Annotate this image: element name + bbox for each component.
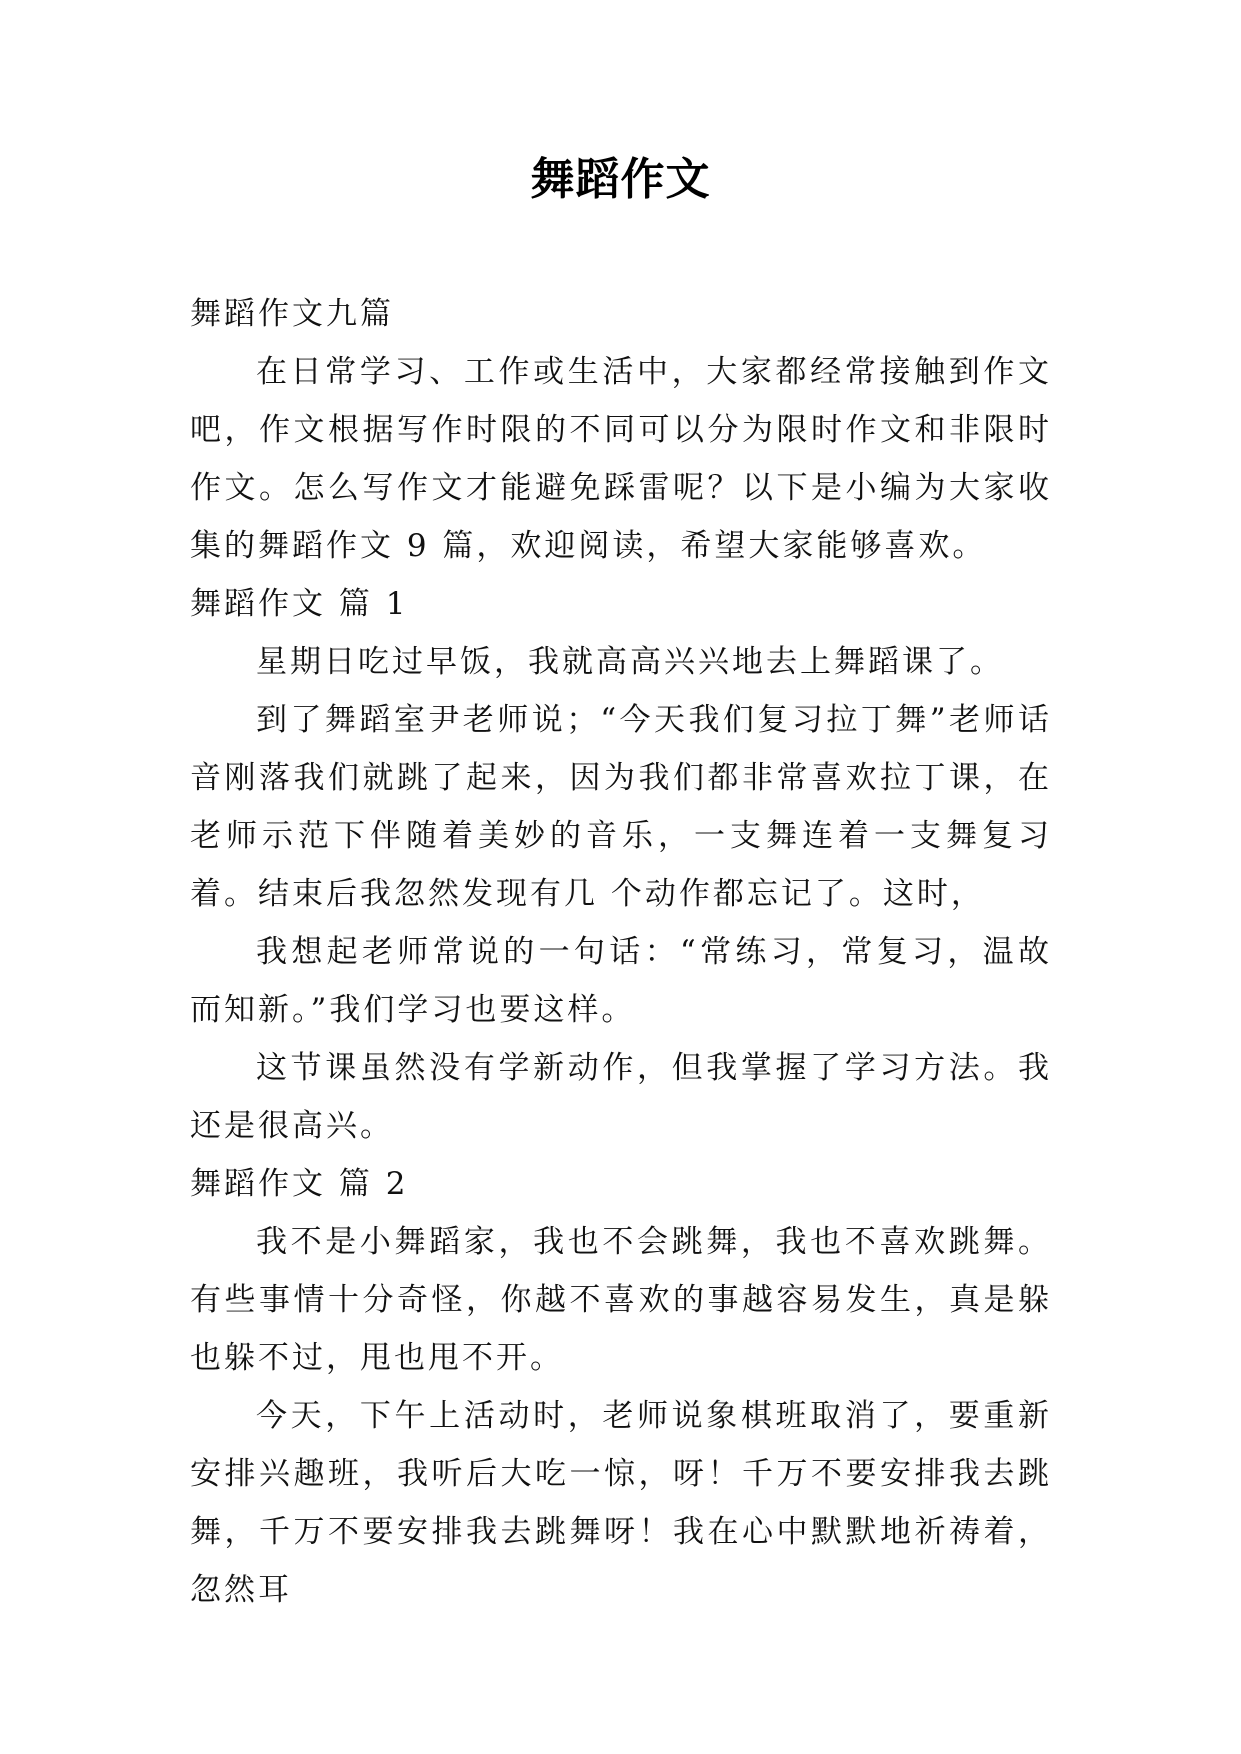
paragraph: 到了舞蹈室尹老师说；“今天我们复习拉丁舞”老师话音刚落我们就跳了起来，因为我们都非常喜欢拉丁课，在老师示范下伴随着美妙的音乐，一支舞连着一支舞复习着。结束后我忽然发现有几 个动作都忘记了。这时， — [190, 702, 1052, 912]
section-heading: 舞蹈作文 篇 2 — [190, 1166, 409, 1202]
paragraph: 我想起老师常说的一句话：“常练习，常复习，温故而知新。”我们学习也要这样。 — [190, 934, 1052, 1028]
document-body — [190, 285, 1052, 1619]
document-title: 舞蹈作文 — [530, 154, 711, 205]
paragraph: 今天，下午上活动时，老师说象棋班取消了，要重新安排兴趣班，我听后大吃一惊，呀！千万不要安排我去跳舞，千万不要安排我去跳舞呀！我在心中默默地祈祷着，忽然耳 — [190, 1398, 1052, 1608]
paragraph: 星期日吃过早饭，我就高高兴兴地去上舞蹈课了。 — [256, 644, 1004, 680]
section-heading: 舞蹈作文 篇 1 — [190, 586, 409, 622]
section-heading: 舞蹈作文九篇 — [190, 296, 394, 332]
paragraph: 在日常学习、工作或生活中，大家都经常接触到作文吧，作文根据写作时限的不同可以分为限时作文和非限时作文。怎么写作文才能避免踩雷呢？以下是小编为大家收集的舞蹈作文 9 篇，欢迎阅读，希望大家能够喜欢。 — [190, 354, 1052, 564]
paragraph: 我不是小舞蹈家，我也不会跳舞，我也不喜欢跳舞。有些事情十分奇怪，你越不喜欢的事越容易发生，真是躲也躲不过，甩也甩不开。 — [190, 1224, 1052, 1376]
paragraph: 这节课虽然没有学新动作，但我掌握了学习方法。我还是很高兴。 — [190, 1050, 1052, 1144]
